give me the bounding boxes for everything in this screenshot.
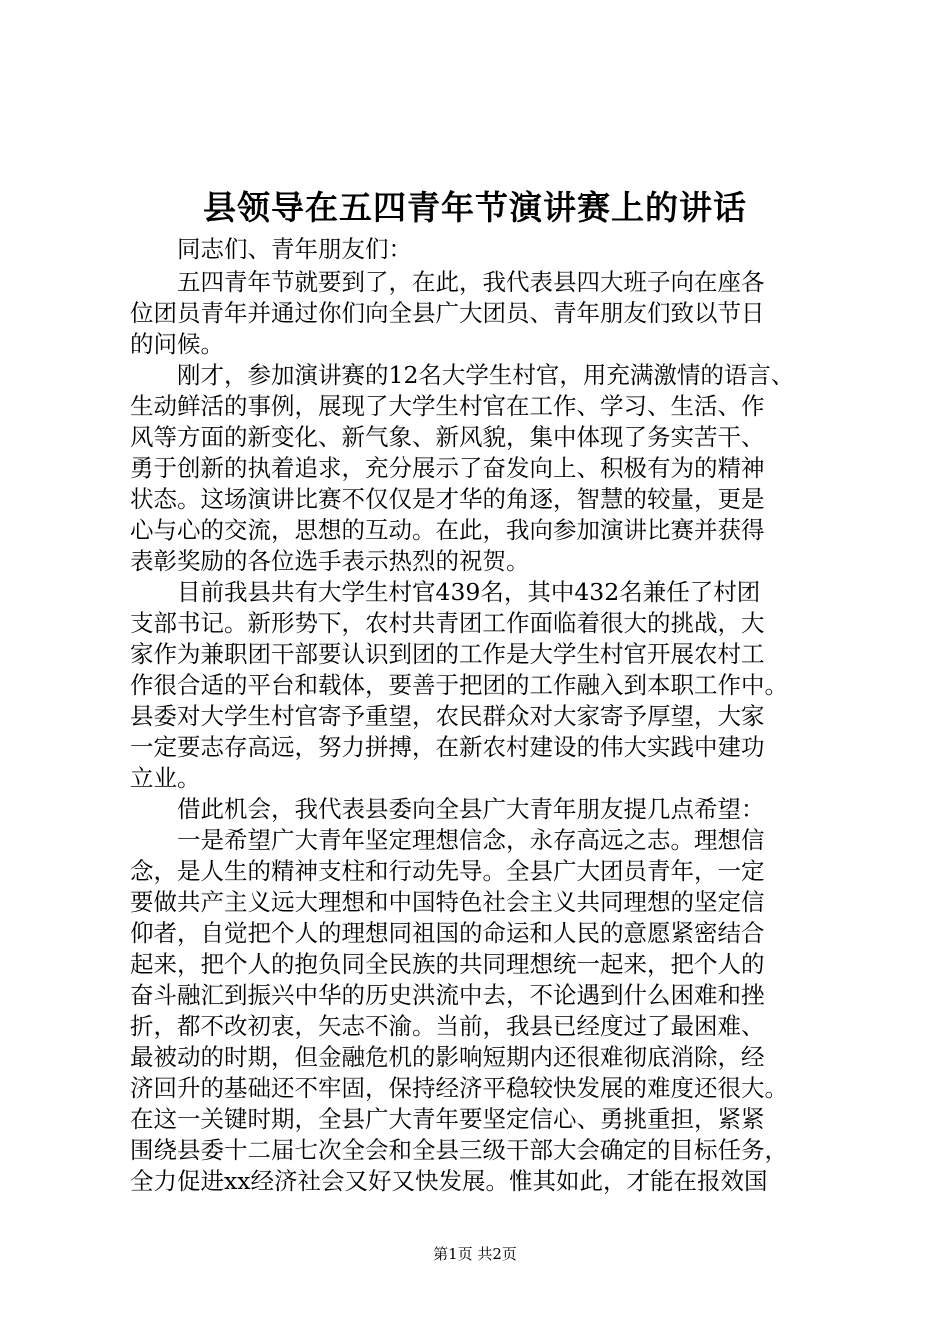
- text-line: 围绕县委十二届七次全会和全县三级干部大会确定的目标任务，: [130, 1136, 788, 1164]
- text-line: 一是希望广大青年坚定理想信念，永存高远之志。理想信: [130, 826, 765, 854]
- text-line: 最被动的时期，但金融危机的影响短期内还很难彻底消除，经: [130, 1043, 765, 1071]
- text-line: 要做共产主义远大理想和中国特色社会主义共同理想的坚定信: [130, 888, 765, 916]
- text-line: 折，都不改初衷，矢志不渝。当前，我县已经度过了最困难、: [130, 1012, 765, 1040]
- text-line: 作很合适的平台和载体，要善于把团的工作融入到本职工作中。: [130, 671, 788, 699]
- text-line: 立业。: [130, 764, 201, 792]
- text-line: 心与心的交流，思想的互动。在此，我向参加演讲比赛并获得: [130, 516, 765, 544]
- text-line: 一定要志存高远，努力拼搏，在新农村建设的伟大实践中建功: [130, 733, 765, 761]
- text-line: 生动鲜活的事例，展现了大学生村官在工作、学习、生活、作: [130, 392, 765, 420]
- text-line: 位团员青年并通过你们向全县广大团员、青年朋友们致以节日: [130, 299, 765, 327]
- text-line: 全力促进xx经济社会又好又快发展。惟其如此，才能在报效国: [130, 1167, 768, 1195]
- text-line: 刚才，参加演讲赛的12名大学生村官，用充满激情的语言、: [130, 361, 795, 389]
- text-line: 同志们、青年朋友们：: [130, 235, 412, 263]
- text-line: 起来，把个人的抱负同全民族的共同理想统一起来，把个人的: [130, 950, 765, 978]
- text-line: 勇于创新的执着追求，充分展示了奋发向上、积极有为的精神: [130, 454, 765, 482]
- text-line: 状态。这场演讲比赛不仅仅是才华的角逐，智慧的较量，更是: [130, 485, 765, 513]
- text-line: 风等方面的新变化、新气象、新风貌，集中体现了务实苦干、: [130, 423, 765, 451]
- text-line: 在这一关键时期，全县广大青年要坚定信心、勇挑重担，紧紧: [130, 1105, 765, 1133]
- text-line: 念，是人生的精神支柱和行动先导。全县广大团员青年，一定: [130, 857, 765, 885]
- text-line: 借此机会，我代表县委向全县广大青年朋友提几点希望：: [130, 795, 765, 823]
- text-line: 家作为兼职团干部要认识到团的工作是大学生村官开展农村工: [130, 640, 765, 668]
- document-title: 县领导在五四青年节演讲赛上的讲话: [203, 188, 747, 227]
- text-line: 目前我县共有大学生村官439名，其中432名兼任了村团: [130, 578, 761, 606]
- text-line: 仰者，自觉把个人的理想同祖国的命运和人民的意愿紧密结合: [130, 919, 765, 947]
- text-line: 五四青年节就要到了，在此，我代表县四大班子向在座各: [130, 268, 765, 296]
- text-line: 表彰奖励的各位选手表示热烈的祝贺。: [130, 547, 530, 575]
- page-footer: 第1页 共2页: [433, 1245, 517, 1263]
- text-line: 的问候。: [130, 330, 224, 358]
- text-line: 支部书记。新形势下，农村共青团工作面临着很大的挑战，大: [130, 609, 765, 637]
- text-line: 县委对大学生村官寄予重望，农民群众对大家寄予厚望，大家: [130, 702, 765, 730]
- text-line: 济回升的基础还不牢固，保持经济平稳较快发展的难度还很大。: [130, 1074, 788, 1102]
- text-line: 奋斗融汇到振兴中华的历史洪流中去，不论遇到什么困难和挫: [130, 981, 765, 1009]
